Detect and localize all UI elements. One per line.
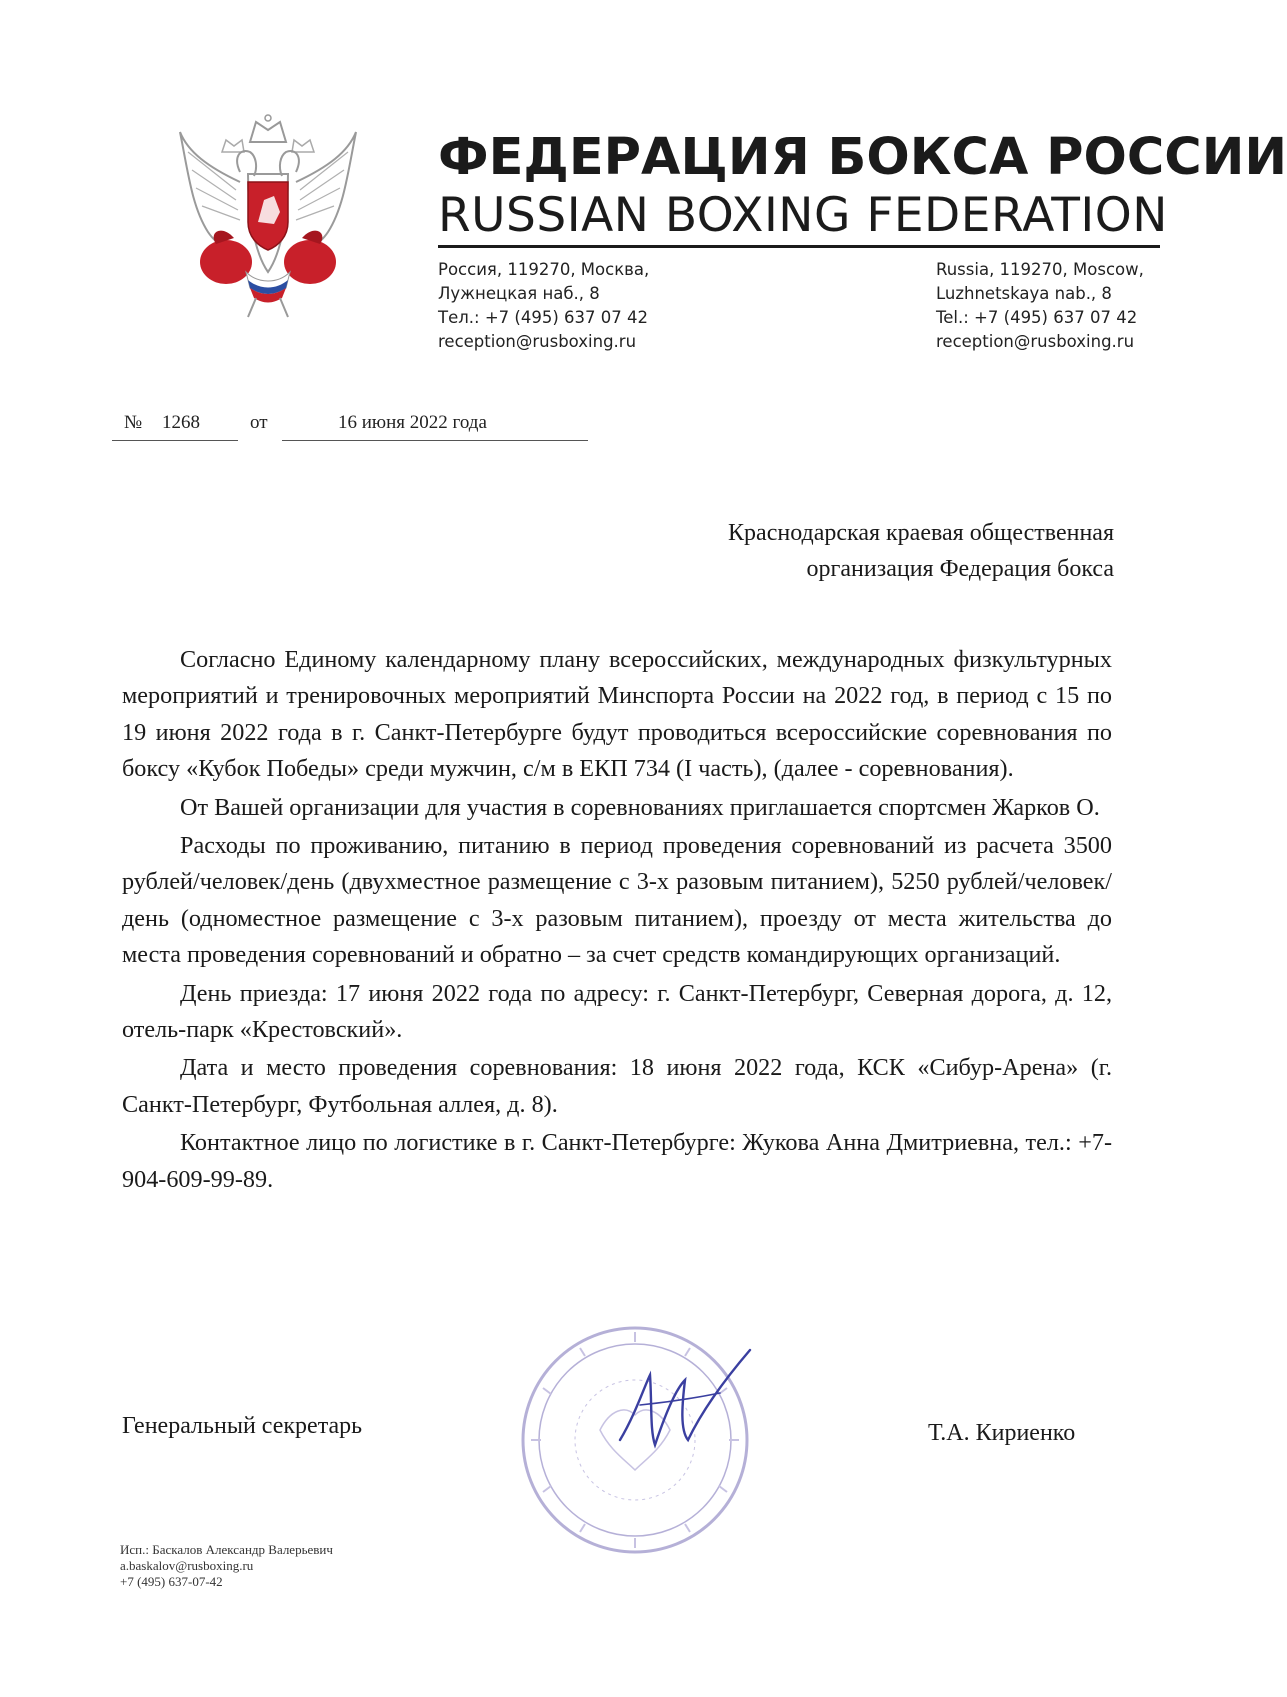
double-headed-eagle-emblem-icon [178, 112, 358, 330]
executor-email: a.baskalov@rusboxing.ru [120, 1558, 254, 1573]
address-ru [438, 258, 649, 354]
address-en-line: Luzhnetskaya nab., 8 [936, 284, 1112, 303]
federation-name-ru: ФЕДЕРАЦИЯ БОКСА РОССИИ [438, 128, 1287, 187]
number-underline [112, 440, 238, 441]
addressee-line: организация Федерация бокса [806, 556, 1114, 582]
number-sign: № [124, 412, 143, 433]
body-paragraph: Расходы по проживанию, питанию в период проведения соревнований из расчета 3500 рублей/человек/день (двухместное размещение с 3-х разовым питанием), 5250 рублей/человек/день (одноместное размещение с 3-х разовым питанием), проезду от места жительства до места проведения соревнований и обратно – за счет средств командирующих организаций. [122, 832, 1112, 969]
addressee-block [728, 515, 1114, 587]
executor-name: Исп.: Баскалов Александр Валерьевич [120, 1542, 333, 1557]
address-ru-line: Россия, 119270, Москва, [438, 260, 650, 279]
letter-body [122, 642, 1112, 1200]
address-en [936, 258, 1144, 354]
signatory-position: Генеральный секретарь [122, 1413, 363, 1439]
email-ru: reception@rusboxing.ru [438, 332, 637, 351]
phone-en: Tel.: +7 (495) 637 07 42 [936, 308, 1138, 327]
letter-number: 1268 [162, 412, 200, 433]
signatory-name: Т.А. Кириенко [928, 1420, 1076, 1446]
address-ru-line: Лужнецкая наб., 8 [438, 284, 600, 303]
handwritten-signature-icon [610, 1345, 760, 1465]
phone-ru: Тел.: +7 (495) 637 07 42 [438, 308, 648, 327]
email-en: reception@rusboxing.ru [936, 332, 1135, 351]
body-paragraph: Дата и место проведения соревнования: 18 июня 2022 года, КСК «Сибур-Арена» (г. Санкт-Петербург, Футбольная аллея, д. 8). [122, 1054, 1112, 1118]
date-underline [282, 440, 588, 441]
executor-phone: +7 (495) 637-07-42 [120, 1574, 223, 1589]
addressee-line: Краснодарская краевая общественная [728, 520, 1114, 546]
body-paragraph: От Вашей организации для участия в соревнованиях приглашается спортсмен Жарков О. [180, 793, 1100, 821]
date-preposition: от [250, 412, 268, 433]
body-paragraph: День приезда: 17 июня 2022 года по адресу: г. Санкт-Петербург, Северная дорога, д. 12, отель-парк «Крестовский». [122, 979, 1112, 1044]
body-paragraph: Контактное лицо по логистике в г. Санкт-Петербурге: Жукова Анна Дмитриевна, тел.: +7-904-609-99-89. [122, 1129, 1112, 1193]
header-divider [438, 245, 1160, 248]
federation-name-en: RUSSIAN BOXING FEDERATION [438, 188, 1168, 243]
letter-date: 16 июня 2022 года [338, 412, 487, 433]
address-en-line: Russia, 119270, Moscow, [936, 260, 1144, 279]
executor-block [120, 1542, 333, 1590]
body-paragraph: Согласно Единому календарному плану всероссийских, международных физкультурных мероприятий и тренировочных мероприятий Минспорта России на 2022 год, в период с 15 по 19 июня 2022 года в г. Санкт-Петербурге будут проводиться всероссийские соревнования по боксу «Кубок Победы» среди мужчин, с/м в ЕКП 734 (I часть), (далее - соревнования). [122, 646, 1112, 783]
